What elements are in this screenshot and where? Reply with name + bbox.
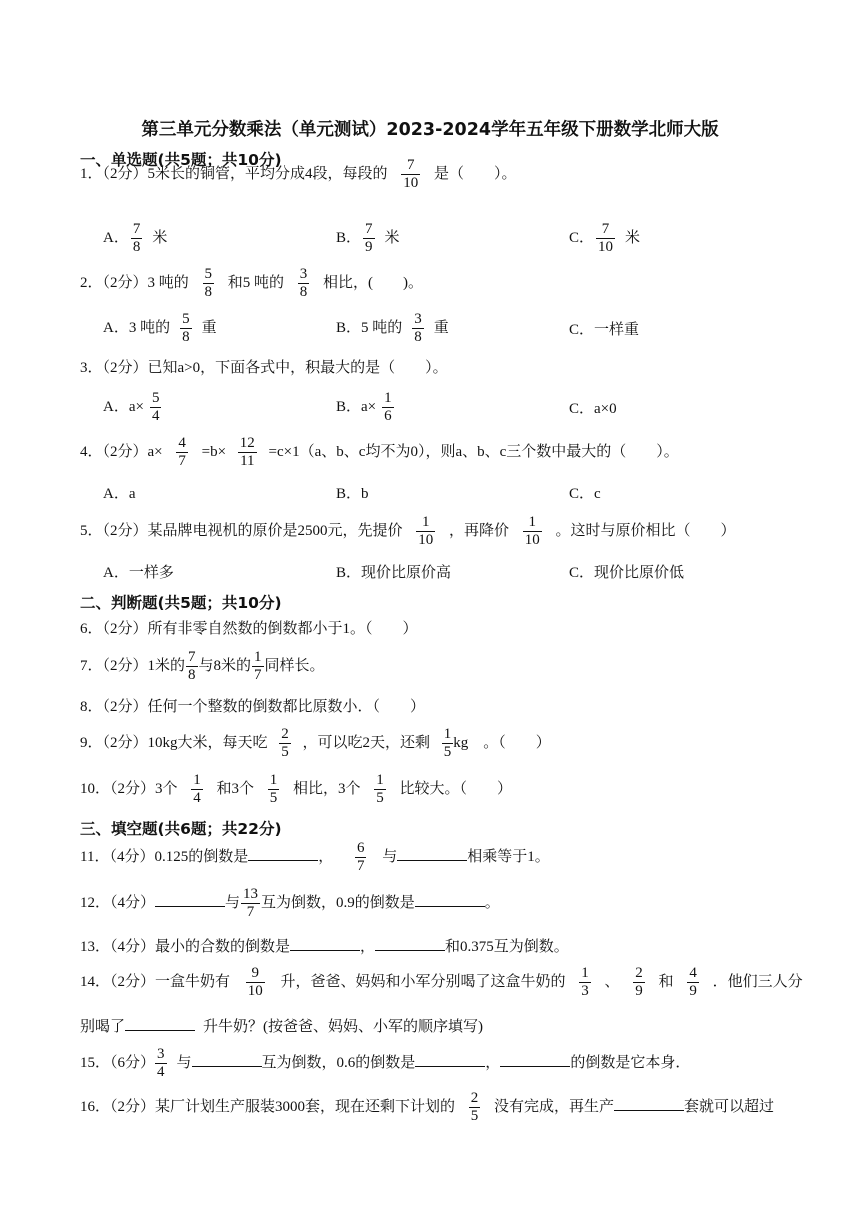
q14-blank[interactable]: [125, 1014, 195, 1031]
question-2: 2．（2分）3 吨的 $\frac{5}{8}$ 和5 吨的 $\frac{3}{8}$ 相比，( )。: [80, 266, 424, 300]
question-12: 12．（4分） 与 $\frac{13}{7}$ 互为倒数，0.9的倒数是 。: [80, 886, 500, 920]
question-1: [80, 157, 517, 192]
q1-option-c: C． $\frac{7}{10}$ 米: [569, 221, 641, 255]
question-10: 10．（2分）3个 $\frac{1}{4}$ 和3个 $\frac{1}{5}$ 相比，3个 $\frac{1}{5}$ 比较大。（ ）: [80, 772, 513, 806]
q11-blank-1[interactable]: [248, 844, 318, 861]
question-15: 15．（6分） $\frac{3}{4}$ 与 互为倒数，0.6的倒数是 ， 的倒数是它本身．: [80, 1046, 691, 1080]
q1-fraction: $\frac{7}{10}$: [403, 157, 419, 191]
question-5: 5．（2分）某品牌电视机的原价是2500元，先提价 $\frac{1}{10}$ ，再降价 $\frac{1}{10}$ 。这时与原价相比（ ）: [80, 514, 736, 548]
q2-option-c: C．一样重: [569, 322, 640, 338]
page-title: 第三单元分数乘法（单元测试）2023-2024学年五年级下册数学北师大版: [141, 120, 719, 140]
q1-text-post: 是（ ）。: [434, 165, 517, 182]
question-7: 7．（2分）1米的 $\frac{7}{8}$ 与8米的 $\frac{1}{7}$ 同样长。: [80, 649, 325, 683]
question-4: 4．（2分）a× $\frac{4}{7}$ =b× $\frac{12}{11}$ =c×1（a、b、c均不为0），则a、b、c三个数中最大的（ ）。: [80, 435, 679, 469]
q11-blank-2[interactable]: [397, 844, 467, 861]
q12-blank-1[interactable]: [155, 890, 225, 907]
q3-option-c: C．a×0: [569, 401, 617, 417]
q4-option-c: C．c: [569, 486, 601, 502]
section-heading-true-false: 二、判断题(共5题；共10分): [80, 594, 282, 612]
q15-blank-2[interactable]: [415, 1050, 485, 1067]
q4-option-b: B．b: [336, 486, 369, 502]
q1-option-a: A． $\frac{7}{8}$ 米: [103, 221, 168, 255]
q4-option-a: A．a: [103, 486, 136, 502]
question-9: 9．（2分）10kg大米，每天吃 $\frac{2}{5}$ ，可以吃2天，还剩 $\frac{1}{5}$ kg 。（ ）: [80, 726, 551, 760]
q16-blank[interactable]: [614, 1094, 684, 1111]
question-16: 16．（2分）某厂计划生产服装3000套，现在还剩下计划的 $\frac{2}{5}$ 没有完成，再生产 套就可以超过: [80, 1090, 775, 1124]
section-heading-fill-blank: 三、填空题(共6题；共22分): [80, 820, 282, 838]
question-8: 8．（2分）任何一个整数的倒数都比原数小．（ ）: [80, 699, 426, 715]
question-14-line-1: 14．（2分）一盒牛奶有 $\frac{9}{10}$ 升，爸爸、妈妈和小军分别喝了这盒牛奶的 $\frac{1}{3}$ 、 $\frac{2}{9}$ 和 $\frac{4}{9}$ ．他们三人分: [80, 965, 803, 999]
section-heading-single-choice: 一、单选题(共5题；共10分): [80, 151, 282, 169]
q2-option-a: A．3 吨的 $\frac{5}{8}$ 重: [103, 311, 217, 345]
q13-blank-1[interactable]: [290, 934, 360, 951]
q1-option-b: B． $\frac{7}{9}$ 米: [336, 221, 400, 255]
question-14-line-2: 别喝了 升牛奶？(按爸爸、妈妈、小军的顺序填写): [80, 1014, 483, 1037]
q5-option-c: C．现价比原价低: [569, 565, 685, 581]
q5-option-a: A．一样多: [103, 565, 174, 581]
question-11: 11．（4分）0.125的倒数是 ， $\frac{6}{7}$ 与 相乘等于1。: [80, 840, 550, 874]
q3-option-b: B．a× $\frac{1}{6}$: [336, 390, 392, 424]
q5-option-b: B．现价比原价高: [336, 565, 452, 581]
q12-blank-2[interactable]: [415, 890, 485, 907]
q3-option-a: A．a× $\frac{5}{4}$: [103, 390, 160, 424]
question-13: 13．（4分）最小的合数的倒数是 ， 和0.375互为倒数。: [80, 934, 569, 957]
question-3: 3．（2分）已知a>0，下面各式中，积最大的是（ ）。: [80, 360, 448, 376]
q2-option-b: B．5 吨的 $\frac{3}{8}$ 重: [336, 311, 449, 345]
question-6: 6．（2分）所有非零自然数的倒数都小于1。（ ）: [80, 621, 418, 637]
q1-text-pre: 1．（2分）5米长的铜管，平均分成4段，每段的: [80, 165, 388, 182]
q13-blank-2[interactable]: [375, 934, 445, 951]
q15-blank-1[interactable]: [192, 1050, 262, 1067]
q15-blank-3[interactable]: [500, 1050, 570, 1067]
